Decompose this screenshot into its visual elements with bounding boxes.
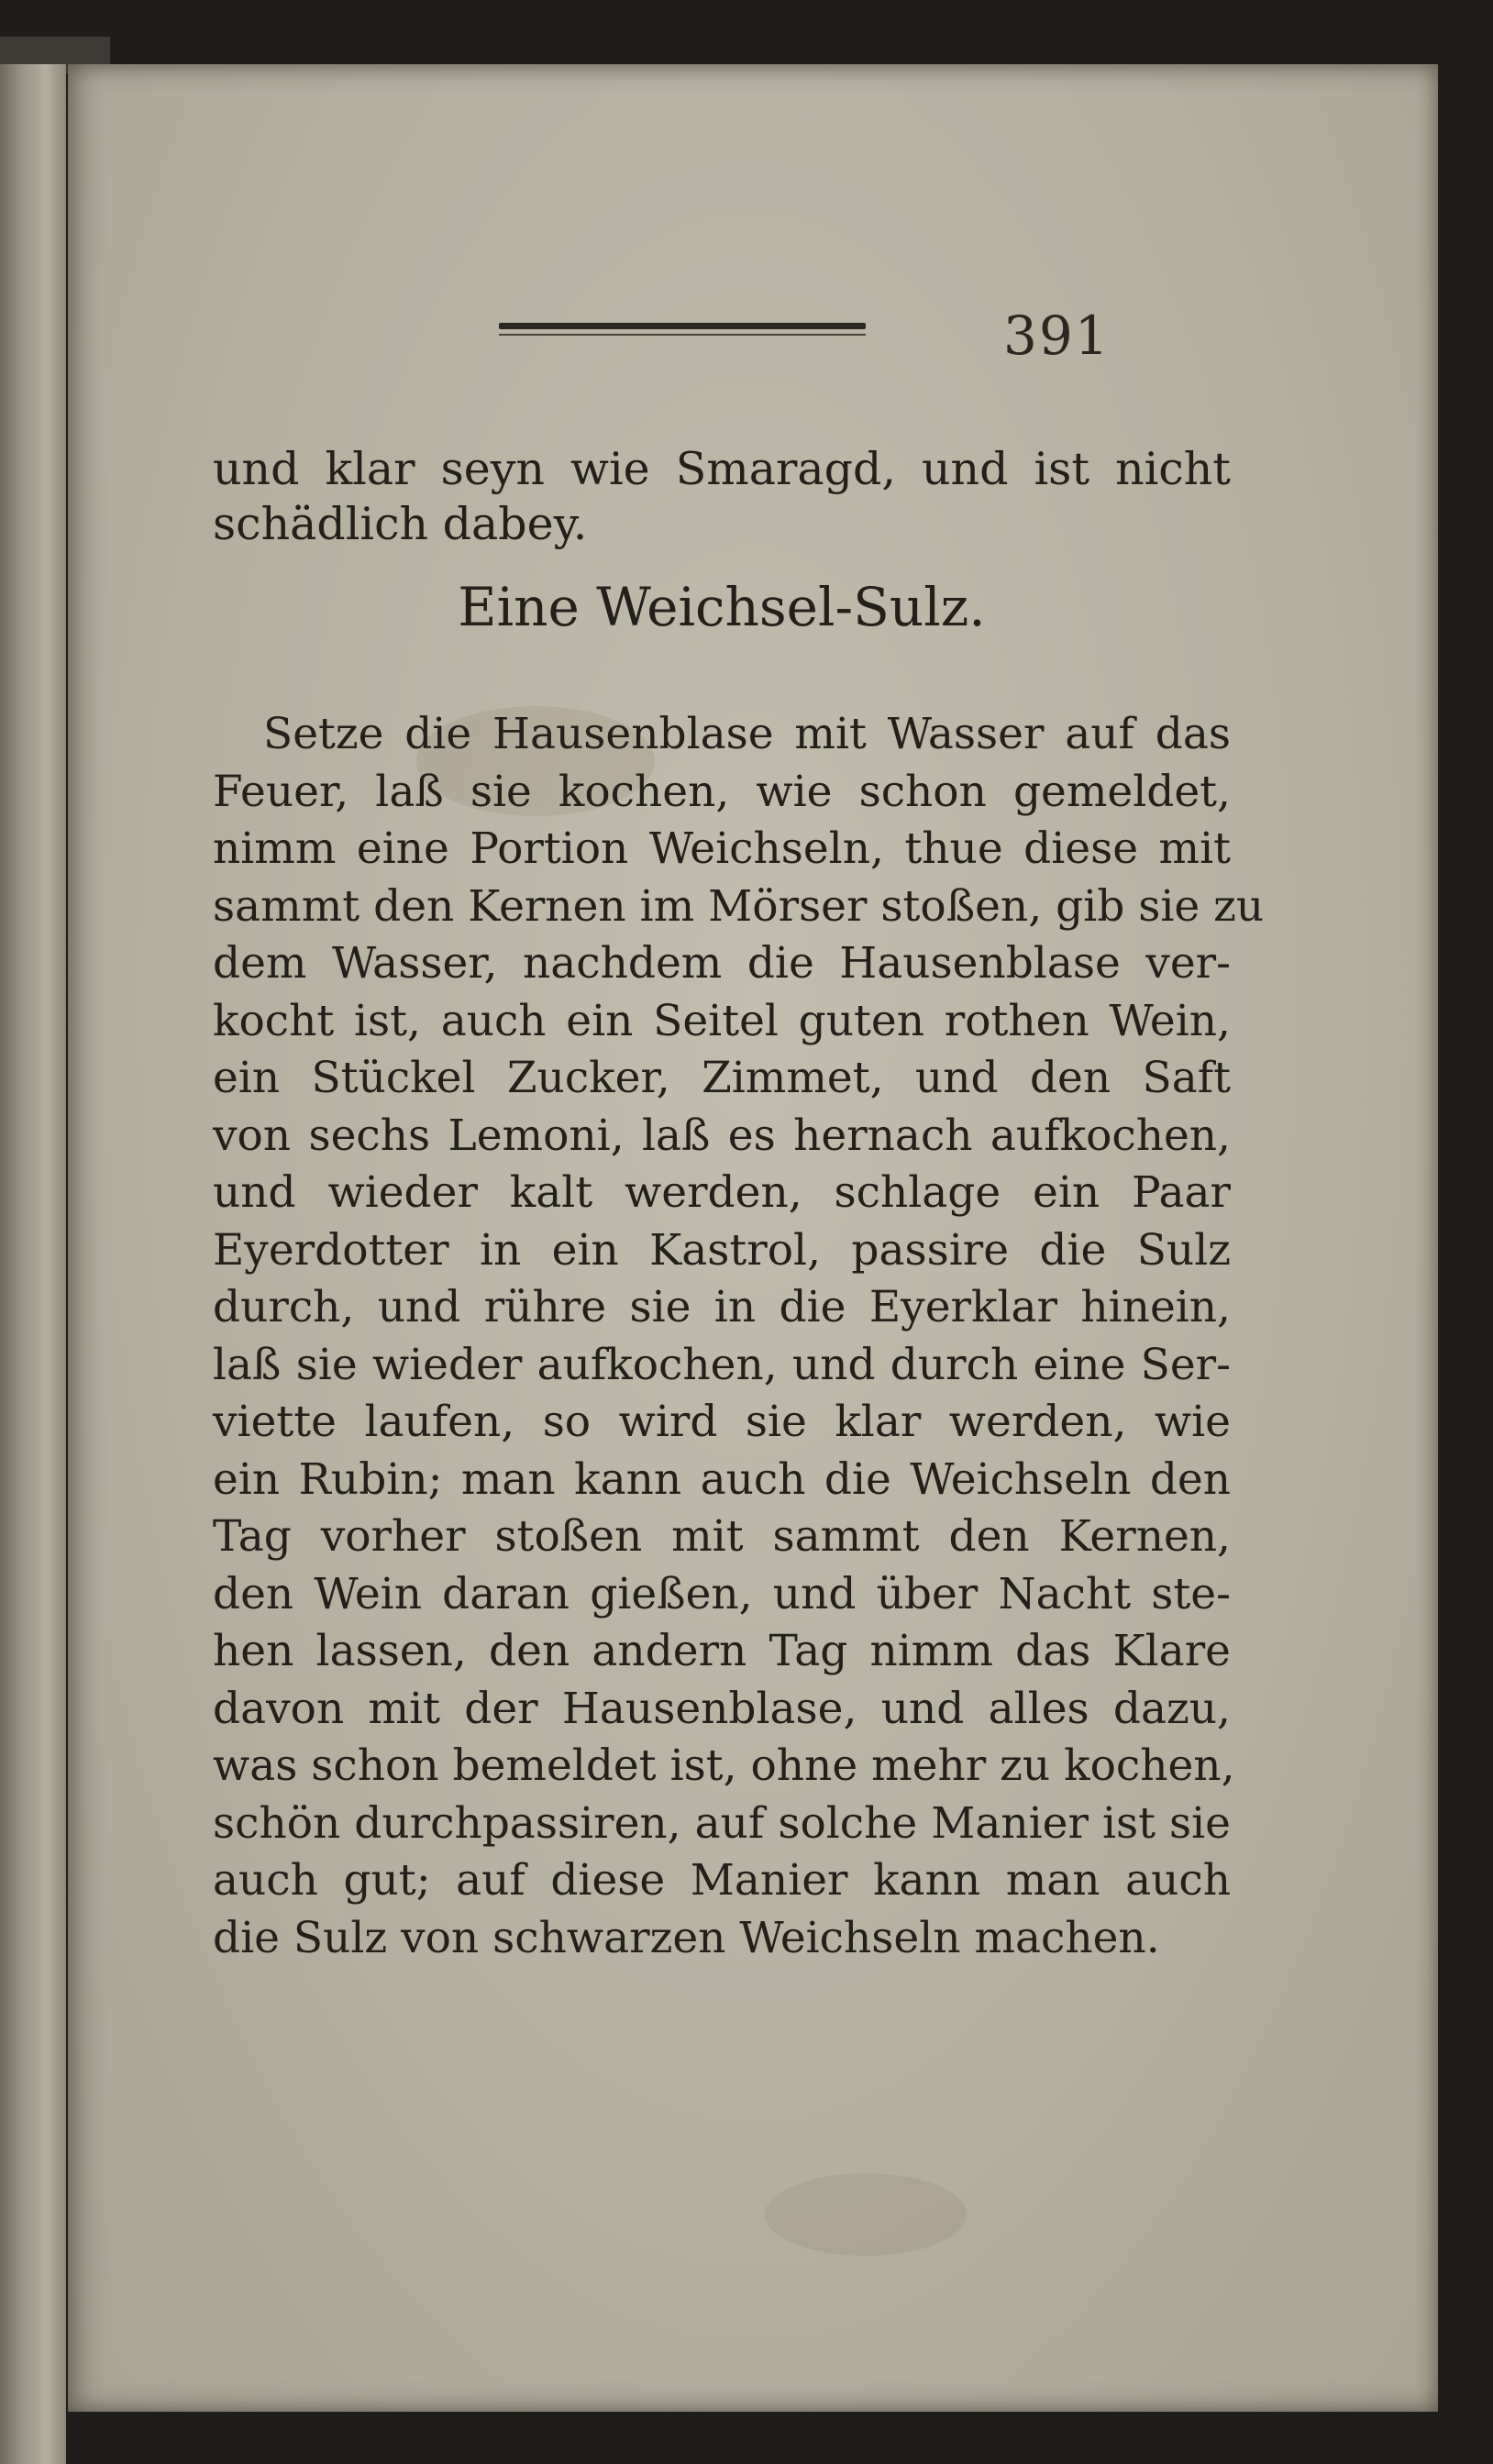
text-line: ein Stückel Zucker, Zimmet, und den Saft — [213, 1053, 1231, 1103]
text-line: viette laufen, so wird sie klar werden, wie — [213, 1397, 1231, 1447]
text-line: schön durchpassiren, auf solche Manier ist sie — [213, 1797, 1231, 1849]
text-line: schädlich dabey. — [213, 498, 588, 550]
recipe-title: Eine Weichsel-Sulz. — [458, 576, 986, 638]
header-rule-thin — [499, 334, 866, 336]
text-line: Eyerdotter in ein Kastrol, passire die Sulz — [213, 1224, 1231, 1276]
text-line: hen lassen, den andern Tag nimm das Klare — [213, 1626, 1231, 1676]
text-line: auch gut; auf diese Manier kann man auch — [213, 1855, 1231, 1906]
text-line: ein Rubin; man kann auch die Weichseln den — [213, 1453, 1231, 1505]
text-line: Setze die Hausenblase mit Wasser auf das — [263, 709, 1231, 759]
book-page — [68, 64, 1438, 2412]
text-line: Feuer, laß sie kochen, wie schon gemeldet, — [213, 766, 1231, 817]
text-line: und klar seyn wie Smaragd, und ist nicht — [213, 443, 1231, 495]
paper-stain — [765, 2173, 967, 2256]
text-line: nimm eine Portion Weichseln, thue diese mit — [213, 823, 1231, 874]
text-line: durch, und rühre sie in die Eyerklar hinein, — [213, 1282, 1231, 1332]
text-line: sammt den Kernen im Mörser stoßen, gib sie zu — [213, 880, 1265, 932]
text-line: Tag vorher stoßen mit sammt den Kernen, — [213, 1511, 1231, 1562]
page-number: 391 — [1003, 304, 1111, 367]
text-line: die Sulz von schwarzen Weichseln machen. — [213, 1912, 1160, 1963]
text-line: davon mit der Hausenblase, und alles dazu, — [213, 1683, 1231, 1734]
text-line: was schon bemeldet ist, ohne mehr zu kochen, — [213, 1740, 1235, 1791]
continuation-text — [213, 442, 1231, 552]
recipe-body — [213, 706, 1265, 1967]
text-line: laß sie wieder aufkochen, und durch eine Ser- — [213, 1339, 1231, 1390]
facing-page-edge — [0, 64, 66, 2464]
text-line: dem Wasser, nachdem die Hausenblase ver- — [213, 938, 1231, 989]
text-line: kocht ist, auch ein Seitel guten rothen Wein, — [213, 995, 1231, 1046]
text-line: den Wein daran gießen, und über Nacht ste- — [213, 1568, 1231, 1619]
header-rule — [499, 323, 866, 329]
text-line: und wieder kalt werden, schlage ein Paar — [213, 1167, 1231, 1218]
text-line: von sechs Lemoni, laß es hernach aufkochen, — [213, 1110, 1231, 1161]
